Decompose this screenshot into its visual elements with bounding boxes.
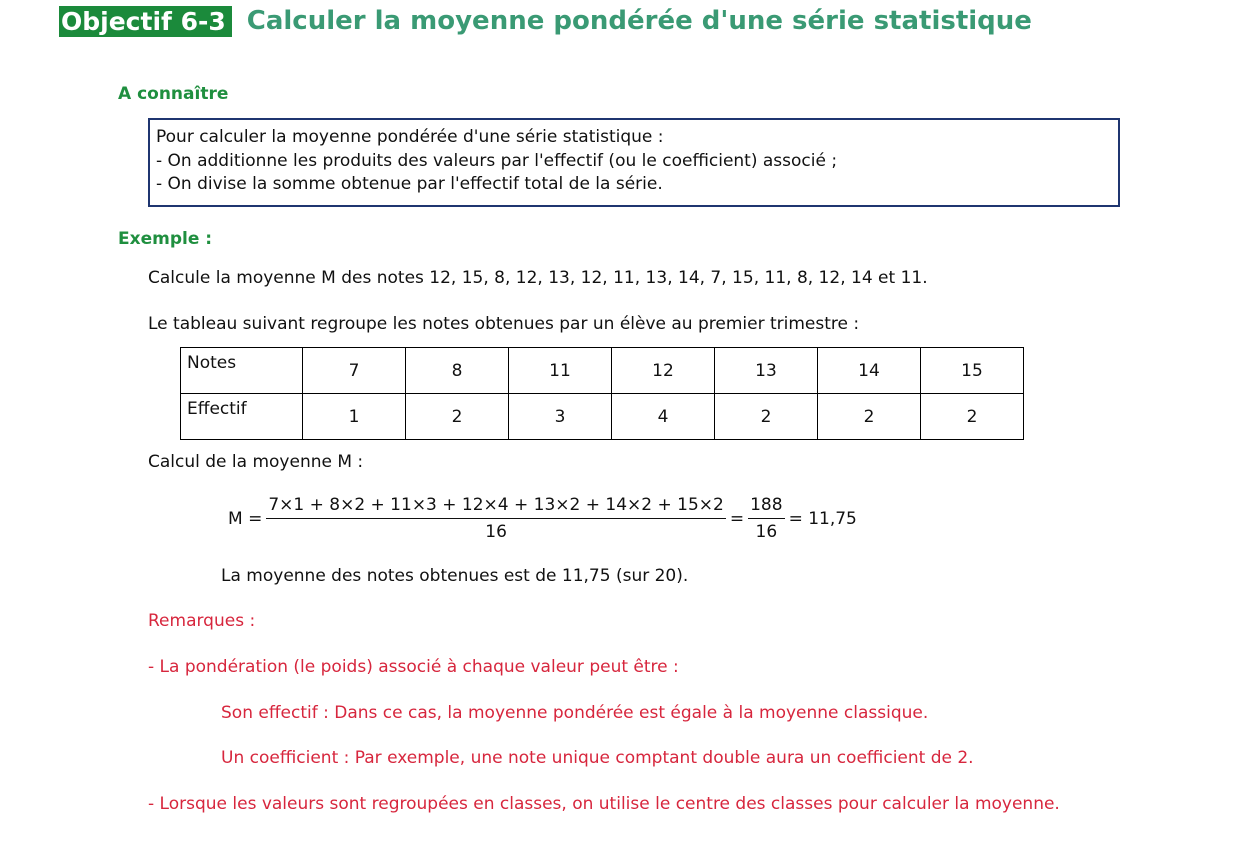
note-value: 15 (921, 348, 1024, 394)
fraction-sum-numerator: 188 (748, 494, 784, 519)
remark-subitem: Son effectif : Dans ce cas, la moyenne pondérée est égale à la moyenne classique. (221, 703, 929, 723)
effectif-value: 2 (921, 394, 1024, 440)
remark-item: - Lorsque les valeurs sont regroupées en classes, on utilise le centre des classes pour calculer la moyenne. (148, 794, 1060, 814)
effectif-value: 2 (715, 394, 818, 440)
note-value: 7 (303, 348, 406, 394)
fraction-numerator: 7×1 + 8×2 + 11×3 + 12×4 + 13×2 + 14×2 + 15×2 (266, 494, 726, 519)
note-value: 11 (509, 348, 612, 394)
objective-badge: Objectif 6-3 (59, 6, 232, 37)
mean-formula (228, 494, 857, 543)
formula-result: = 11,75 (788, 508, 857, 529)
note-value: 12 (612, 348, 715, 394)
table-row-notes (181, 348, 1024, 394)
title-row (59, 6, 1032, 37)
definition-box (148, 118, 1120, 207)
effectif-value: 3 (509, 394, 612, 440)
know-heading: A connaître (118, 84, 229, 104)
effectif-value: 4 (612, 394, 715, 440)
definition-line: - On divise la somme obtenue par l'effectif total de la série. (156, 174, 663, 194)
fraction-sum-denominator: 16 (755, 522, 778, 542)
note-value: 8 (406, 348, 509, 394)
page-title: Calculer la moyenne pondérée d'une série statistique (246, 6, 1032, 36)
formula-equals: = (729, 508, 745, 529)
remark-subitem: Un coefficient : Par exemple, une note unique comptant double aura un coefficient de 2. (221, 748, 974, 768)
notes-table (180, 347, 1024, 440)
fraction-main (266, 494, 726, 543)
fraction-sum (748, 494, 784, 543)
example-statement: Calcule la moyenne M des notes 12, 15, 8, 12, 13, 12, 11, 13, 14, 7, 15, 11, 8, 12, 14 et 11. (148, 268, 928, 288)
conclusion: La moyenne des notes obtenues est de 11,75 (sur 20). (221, 566, 689, 586)
row-label-effectif: Effectif (181, 394, 303, 440)
effectif-value: 2 (406, 394, 509, 440)
effectif-value: 2 (818, 394, 921, 440)
fraction-denominator: 16 (485, 522, 507, 542)
remark-item: - La pondération (le poids) associé à chaque valeur peut être : (148, 657, 679, 677)
table-intro: Le tableau suivant regroupe les notes obtenues par un élève au premier trimestre : (148, 314, 860, 334)
table-row-effectif (181, 394, 1024, 440)
calc-intro: Calcul de la moyenne M : (148, 452, 364, 472)
effectif-value: 1 (303, 394, 406, 440)
note-value: 13 (715, 348, 818, 394)
example-heading: Exemple : (118, 229, 213, 249)
formula-lhs: M = (228, 508, 263, 529)
row-label-notes: Notes (181, 348, 303, 394)
definition-line: Pour calculer la moyenne pondérée d'une série statistique : (156, 127, 664, 147)
note-value: 14 (818, 348, 921, 394)
definition-line: - On additionne les produits des valeurs par l'effectif (ou le coefficient) associé ; (156, 150, 838, 171)
remarks-heading: Remarques : (148, 611, 256, 631)
